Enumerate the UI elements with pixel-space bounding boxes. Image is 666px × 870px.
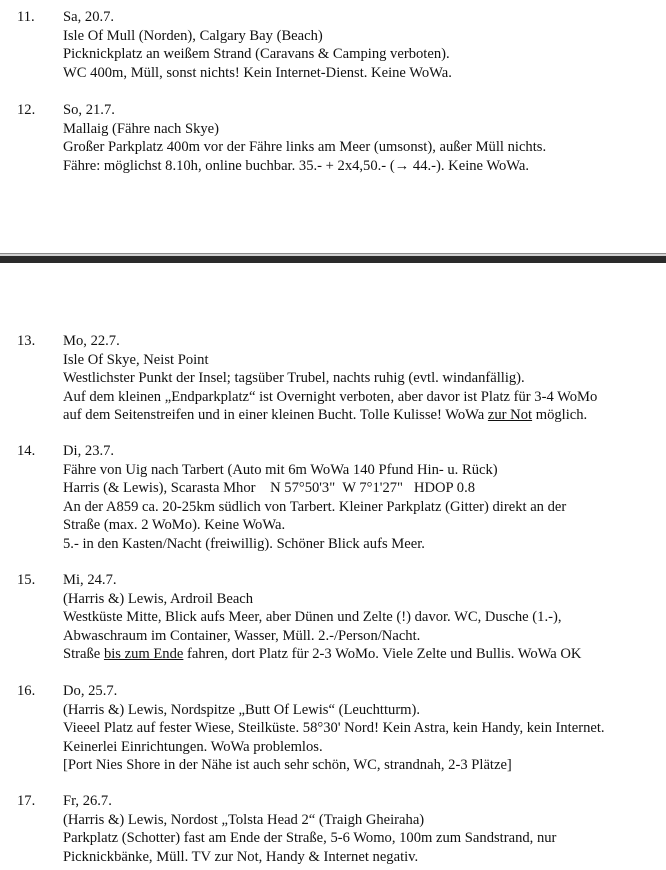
entry-text-line: Keinerlei Einrichtungen. WoWa problemlos. [63, 738, 323, 755]
entry-location: (Harris &) Lewis, Ardroil Beach [63, 590, 254, 607]
entry-number: 13. [17, 333, 36, 349]
entry-text-line: Straße bis zum Ende fahren, dort Platz für 2-3 WoMo. Viele Zelte und Bullis. WoWa OK [63, 646, 582, 662]
entry-body [63, 332, 663, 425]
entry-date: Sa, 20.7. [63, 9, 115, 25]
entry-text-line: Westküste Mitte, Blick aufs Meer, aber Dünen und Zelte (!) davor. WC, Dusche (1.-), [63, 609, 562, 625]
entry-location: Isle Of Mull (Norden), Calgary Bay (Beach) [63, 27, 323, 44]
entry-date: Fr, 26.7. [63, 793, 112, 809]
entry-text-line: Großer Parkplatz 400m vor der Fähre links am Meer (umsonst), außer Müll nichts. [63, 139, 547, 155]
entry-text-line: 5.- in den Kasten/Nacht (freiwillig). Schöner Blick aufs Meer. [63, 535, 425, 552]
entry-text-line: WC 400m, Müll, sonst nichts! Kein Internet-Dienst. Keine WoWa. [63, 64, 452, 81]
entry-text-line: Vieeel Platz auf fester Wiese, Steilküste. 58°30' Nord! Kein Astra, kein Handy, kein Internet. [63, 720, 605, 736]
entry-date: Mo, 22.7. [63, 333, 120, 349]
entry-number: 17. [17, 793, 36, 809]
entry-text-line: Straße (max. 2 WoMo). Keine WoWa. [63, 517, 286, 533]
entry-body [63, 101, 663, 175]
entry-text-line: Westlichster Punkt der Insel; tagsüber Trubel, nachts ruhig (evtl. windanfällig). [63, 370, 525, 386]
entry-text-line: Parkplatz (Schotter) fast am Ende der Straße, 5-6 Womo, 100m zum Sandstrand, nur [63, 830, 557, 846]
entry-text-line: An der A859 ca. 20-25km südlich von Tarbert. Kleiner Parkplatz (Gitter) direkt an der [63, 498, 567, 515]
entry-text-line: Abwaschraum im Container, Wasser, Müll. 2.-/Person/Nacht. [63, 627, 421, 644]
entry-body [63, 8, 663, 82]
entry-number: 11. [17, 9, 35, 25]
entry-text-line: [Port Nies Shore in der Nähe ist auch sehr schön, WC, strandnah, 2-3 Plätze] [63, 757, 512, 773]
entry-text-line: Picknickplatz an weißem Strand (Caravans & Camping verboten). [63, 46, 450, 62]
entry-number: 15. [17, 572, 36, 588]
entry-body [63, 792, 663, 866]
entry-body [63, 442, 663, 553]
entry-text-line: Fähre: möglichst 8.10h, online buchbar. 35.- + 2x4,50.- (→ 44.-). Keine WoWa. [63, 157, 530, 174]
underlined-text: bis zum Ende [103, 646, 184, 662]
entry-number: 14. [17, 443, 36, 459]
entry-location: (Harris &) Lewis, Nordspitze „Butt Of Lewis“ (Leuchtturm). [63, 701, 421, 718]
entry-number: 16. [17, 683, 36, 699]
section-divider [0, 253, 666, 263]
entry-date: Do, 25.7. [63, 683, 118, 699]
entry-body [63, 682, 663, 775]
entry-text-line: Fähre von Uig nach Tarbert (Auto mit 6m WoWa 140 Pfund Hin- u. Rück) [63, 461, 498, 478]
underlined-text: zur Not [487, 407, 533, 423]
entry-location: Mallaig (Fähre nach Skye) [63, 120, 220, 137]
entry-number: 12. [17, 102, 36, 118]
entry-body [63, 571, 663, 664]
entry-location: Harris (& Lewis), Scarasta Mhor N 57°50'3" W 7°1'27" HDOP 0.8 [63, 480, 476, 496]
entry-location: (Harris &) Lewis, Nordost „Tolsta Head 2“ (Traigh Gheiraha) [63, 811, 425, 828]
entry-text-line: auf dem Seitenstreifen und in einer kleinen Bucht. Tolle Kulisse! WoWa zur Not möglich. [63, 407, 588, 423]
entry-date: Di, 23.7. [63, 443, 115, 459]
entry-text-line: Picknickbänke, Müll. TV zur Not, Handy & Internet negativ. [63, 848, 419, 865]
entry-location: Isle Of Skye, Neist Point [63, 351, 209, 368]
entry-text-line: Auf dem kleinen „Endparkplatz“ ist Overnight verboten, aber davor ist Platz für 3-4 WoMo [63, 388, 598, 405]
entry-date: Mi, 24.7. [63, 572, 117, 588]
entry-date: So, 21.7. [63, 102, 115, 118]
